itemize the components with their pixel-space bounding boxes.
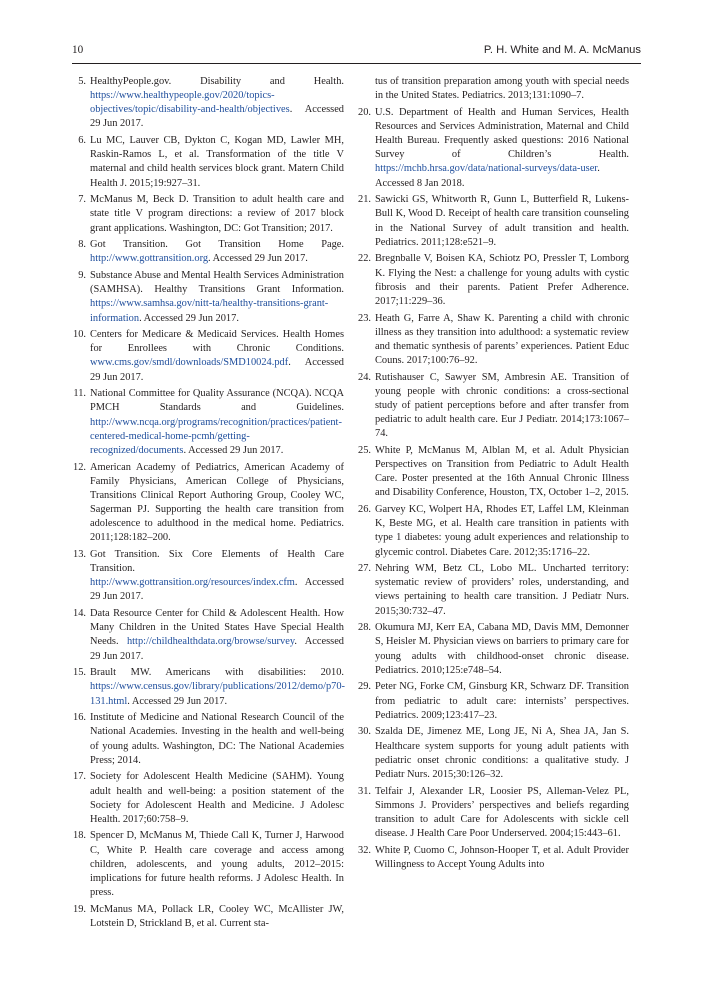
reference-number: 5. [78, 76, 86, 87]
reference-entry [357, 371, 629, 442]
reference-url-link[interactable]: http://www.gottransition.org/resources/index.cfm [90, 577, 295, 589]
reference-entry [357, 252, 629, 309]
reference-number: 23. [358, 312, 371, 324]
reference-entry [72, 238, 344, 266]
header-rule [72, 63, 641, 64]
reference-number: 28. [358, 622, 371, 634]
reference-number: 19. [73, 903, 86, 915]
reference-entry [72, 829, 344, 900]
reference-entry [357, 680, 629, 722]
reference-entry [72, 666, 344, 708]
reference-entry [357, 106, 629, 191]
reference-number: 6. [78, 135, 86, 147]
reference-number: 15. [73, 667, 86, 679]
reference-text: White P, McManus M, Alblan M, et al. Adult Physician Perspectives on Transition from Pediatric to Adult Health Care. Poster presented at the 16th Annual Chronic Illness and Disability Conference, Houston, TX, October 1–2, 2015. [375, 444, 629, 499]
reference-url-link[interactable]: http://www.ncqa.org/programs/recognition/practices/patient-centered-medical-home-pcmh/getting-recognized/documents [90, 416, 342, 456]
reference-url-link[interactable]: https://www.samhsa.gov/nitt-ta/healthy-transitions-grant-information [90, 298, 329, 324]
reference-entry [357, 193, 629, 250]
reference-url-link[interactable]: https://www.census.gov/library/publications/2012/demo/p70-131.html [90, 681, 346, 707]
reference-entry [72, 134, 344, 191]
reference-number: 17. [73, 771, 86, 783]
reference-entry [357, 444, 629, 501]
reference-entry [357, 562, 629, 619]
reference-number: 22. [358, 253, 371, 265]
reference-number: 12. [73, 461, 86, 473]
reference-text: Institute of Medicine and National Research Council of the National Academies. Investing in the health and well-being of young adults. Washington, DC: The National Academies Press; 2014. [90, 712, 344, 766]
reference-number: 31. [358, 785, 371, 797]
reference-text: . Accessed 29 Jun 2017. [90, 577, 344, 603]
reference-entry [357, 621, 629, 678]
reference-url-link[interactable]: https://www.healthypeople.gov/2020/topics-objectives/topic/disability-and-health/objectives [90, 90, 290, 116]
reference-number: 25. [358, 444, 371, 456]
reference-text: Szalda DE, Jimenez ME, Long JE, Ni A, Shea JA, Jan S. Healthcare system supports for young adult patients with pediatric onset chronic conditions: a qualitative study. J Pediatr Nurs. 2015;30:126–32. [375, 726, 629, 780]
reference-text: Okumura MJ, Kerr EA, Cabana MD, Davis MM, Demonner S, Heisler M. Physician views on barriers to primary care for young adults with childhood-onset chronic disease. Pediatrics. 2010;125:e748–54. [375, 622, 629, 676]
reference-entry [357, 503, 629, 560]
reference-text: McManus MA, Pollack LR, Cooley WC, McAllister JW, Lotstein D, Strickland B, et al. Current sta- [90, 903, 344, 929]
reference-text: Sawicki GS, Whitworth R, Gunn L, Butterfield R, Lukens-Bull K, Wood D. Receipt of health care transition counseling in the National Survey of adult transition and health. Pediatrics. 2011;128:e521–9. [375, 194, 629, 248]
reference-number: 16. [73, 712, 86, 724]
running-head-authors: P. H. White and M. A. McManus [483, 44, 641, 56]
reference-text: White P, Cuomo C, Johnson-Hooper T, et al. Adult Provider Willingness to Accept Young Adults into [375, 844, 629, 870]
reference-text: . Accessed 29 Jun 2017. [208, 253, 308, 265]
reference-text: . Accessed 8 Jan 2018. [375, 163, 600, 189]
reference-number: 29. [358, 681, 371, 693]
reference-text: Centers for Medicare & Medicaid Services. Health Homes for Enrollees with Chronic Conditions. [90, 329, 344, 355]
reference-text: Spencer D, McManus M, Thiede Call K, Turner J, Harwood C, White P. Health care coverage and access among children, adolescents, and young adults, 2012–2015: implications for future health reforms. J Adolesc Health. In press. [90, 830, 344, 899]
reference-text: U.S. Department of Health and Human Services, Health Resources and Services Administration, Maternal and Child Health Bureau. Frequently asked questions: 2016 National Survey of Children’s Health. [375, 106, 629, 161]
reference-number: 9. [78, 270, 86, 282]
reference-entry [72, 328, 344, 385]
reference-number: 30. [358, 726, 371, 738]
reference-text: . Accessed 29 Jun 2017. [90, 104, 344, 130]
reference-text: Substance Abuse and Mental Health Services Administration (SAMHSA). Healthy Transitions Grant Information. [90, 270, 344, 296]
reference-entry [72, 193, 344, 235]
reference-entry [72, 269, 344, 326]
reference-text: Data Resource Center for Child & Adolescent Health. How Many Children in the United States Have Special Health Needs. [90, 608, 344, 648]
page-number: 10 [72, 44, 84, 56]
reference-number: 13. [73, 549, 86, 560]
reference-number: 24. [358, 371, 371, 383]
reference-number: 20. [358, 106, 371, 118]
reference-entry [72, 607, 344, 664]
reference-number: 8. [78, 239, 86, 251]
reference-text: Got Transition. Got Transition Home Page. [90, 239, 344, 251]
reference-url-link[interactable]: http://www.gottransition.org [90, 253, 209, 265]
reference-entry [72, 711, 344, 768]
reference-text: . Accessed 29 Jun 2017. [127, 695, 228, 707]
reference-text: Heath G, Farre A, Shaw K. Parenting a child with chronic illness as they transition into adulthood: a systematic review and thematic synthesis of parents’ experiences. Patient Educ Couns. 2017;100:76–92. [375, 312, 629, 366]
reference-url-link[interactable]: http://childhealthdata.org/browse/survey [126, 636, 295, 648]
reference-entry [72, 461, 344, 546]
reference-text: McManus M, Beck D. Transition to adult health care and state title V program directions: a review of 2017 block grant applications. Washington, DC: Got Transition; 2017. [90, 194, 344, 234]
reference-url-link[interactable]: https://mchb.hrsa.gov/data/national-surveys/data-user [375, 163, 598, 175]
reference-text: . Accessed 29 Jun 2017. [90, 357, 344, 383]
reference-entry [357, 844, 629, 872]
reference-text: National Committee for Quality Assurance (NCQA). NCQA PMCH Standards and Guidelines. [90, 388, 344, 414]
reference-text: Rutishauser C, Sawyer SM, Ambresin AE. Transition of young people with chronic conditions: a cross-sectional study of patient perceptions before and after transfer from pediatric to adult health care. Eur J Pediatr. 2014;173:1067–74. [375, 371, 629, 440]
page-header [0, 0, 701, 60]
reference-number: 18. [73, 830, 86, 842]
references-left-column [72, 75, 344, 934]
reference-entry [72, 387, 344, 458]
reference-text: American Academy of Pediatrics, American Academy of Family Physicians, American College of Physicians, Transitions Clinical Report Authoring Group, Cooley WC, Sagerman PJ. Supporting the health care transition from adolescence to adulthood in the medical home. Pediatrics. 2011;128:182–200. [90, 461, 344, 544]
reference-entry [357, 725, 629, 782]
reference-number: 27. [358, 563, 371, 575]
reference-entry [357, 785, 629, 842]
reference-entry [72, 770, 344, 827]
reference-number: 10. [73, 329, 86, 341]
reference-text: tus of transition preparation among youth with special needs in the United States. Pediatrics. 2013;131:1090–7. [375, 76, 629, 102]
reference-text: Peter NG, Forke CM, Ginsburg KR, Schwarz DF. Transition from pediatric to adult care: internists’ perspectives. Pediatrics. 2009;123:417–23. [375, 681, 629, 721]
reference-number: 11. [73, 388, 86, 400]
reference-text: . Accessed 29 Jun 2017. [90, 636, 344, 662]
reference-text: HealthyPeople.gov. Disability and Health. [90, 76, 344, 87]
reference-number: 26. [358, 504, 371, 516]
reference-text: . Accessed 29 Jun 2017. [139, 312, 239, 324]
reference-number: 7. [78, 194, 86, 206]
reference-text: . Accessed 29 Jun 2017. [183, 444, 284, 456]
reference-entry [72, 75, 344, 132]
reference-entry [357, 75, 629, 103]
reference-number: 14. [73, 608, 86, 620]
reference-text: Telfair J, Alexander LR, Loosier PS, Alleman-Velez PL, Simmons J. Providers’ perspectives and beliefs regarding transition to adult Care for Adolescents with sickle cell disease. J Health Care Poor Underserved. 2004;15:443–61. [375, 785, 629, 839]
reference-entry [357, 312, 629, 369]
reference-number: 21. [358, 194, 371, 206]
reference-url-link[interactable]: www.cms.gov/smdl/downloads/SMD10024.pdf [90, 357, 289, 369]
reference-text: Brault MW. Americans with disabilities: 2010. [90, 667, 344, 679]
references-right-column [357, 75, 629, 874]
reference-text: Lu MC, Lauver CB, Dykton C, Kogan MD, Lawler MH, Raskin-Ramos L, et al. Transformation of the title V maternal and child health services block grant. Matern Child Health J. 2015;19:927–31. [90, 135, 344, 189]
reference-text: Bregnballe V, Boisen KA, Schiotz PO, Pressler T, Lomborg K. Flying the Nest: a challenge for young adults with cystic fibrosis and their parents. Patient Prefer Adherence. 2017;11:229–36. [375, 253, 629, 307]
reference-entry [72, 548, 344, 605]
reference-text: Nehring WM, Betz CL, Lobo ML. Uncharted territory: systematic review of providers’ roles, understanding, and views pertaining to health care transition. J Pediatr Nurs. 2015;30:732–47. [375, 563, 629, 617]
reference-text: Got Transition. Six Core Elements of Health Care Transition. [90, 549, 344, 575]
reference-text: Garvey KC, Wolpert HA, Rhodes ET, Laffel LM, Kleinman K, Beste MG, et al. Health care transition in patients with type 1 diabetes: young adult experiences and relationship to glycemic control. Diabetes Care. 2012;35:1716–22. [375, 504, 629, 558]
reference-text: Society for Adolescent Health Medicine (SAHM). Young adult health and well-being: a position statement of the Society for Adolescent Health and Medicine. J Adolesc Health. 2017;60:758–9. [90, 771, 344, 825]
reference-number: 32. [358, 844, 371, 856]
reference-entry [72, 903, 344, 931]
